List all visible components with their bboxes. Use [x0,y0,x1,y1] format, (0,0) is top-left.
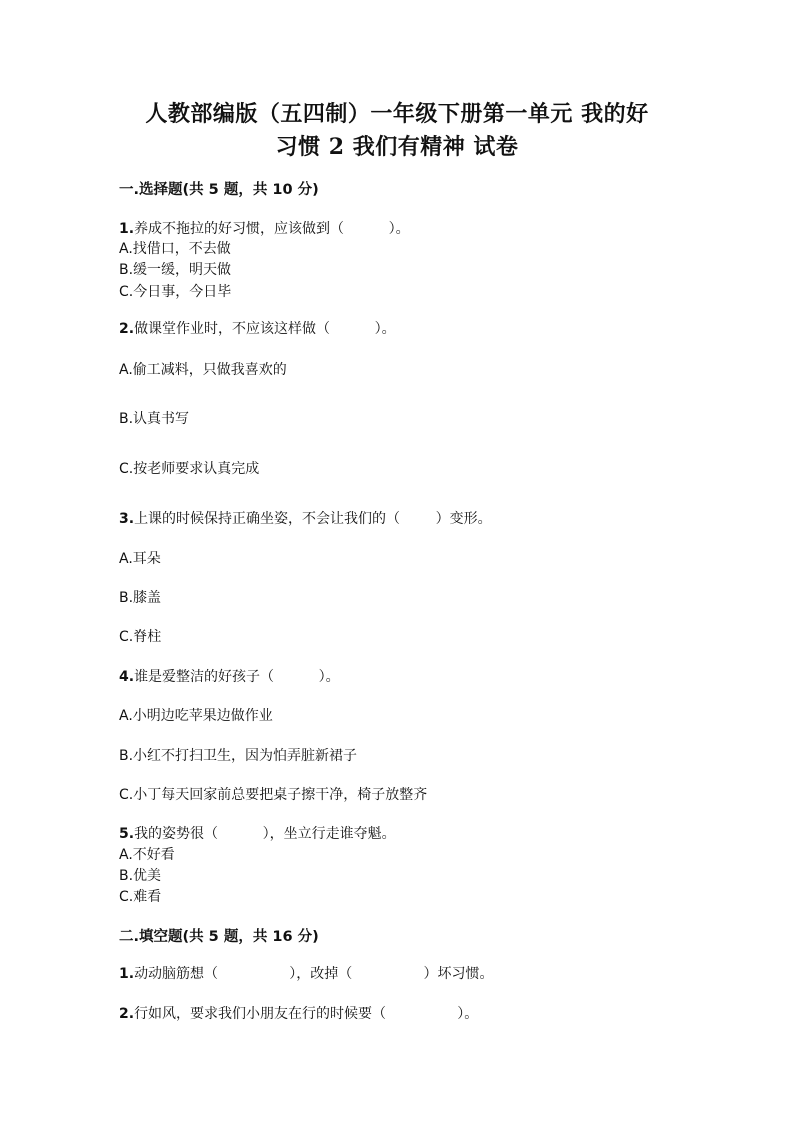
document-title-line-2: 习惯 2 我们有精神 试卷 [275,134,519,160]
question-number: 4. [119,669,135,685]
fill-question-2 [119,1003,478,1023]
question-4-option-b: B.小红不打扫卫生，因为怕弄脏新裙子 [119,748,358,764]
document-title-line-1: 人教部编版（五四制）一年级下册第一单元 我的好 [145,101,649,127]
question-2-option-a: A.偷工减料，只做我喜欢的 [119,362,287,378]
question-1-option-b: B.缓一缓，明天做 [119,262,232,278]
question-3-option-b: B.膝盖 [119,590,162,606]
question-5 [119,823,396,843]
question-4-option-c: C.小丁每天回家前总要把桌子擦干净，椅子放整齐 [119,787,428,803]
question-5-option-a: A.不好看 [119,847,175,863]
question-text: 谁是爱整洁的好孩子（ ）。 [134,669,340,685]
question-1-option-c: C.今日事，今日毕 [119,284,232,300]
question-1-option-a: A.找借口，不去做 [119,241,231,257]
question-3 [119,508,492,528]
question-text: 养成不拖拉的好习惯，应该做到（ ）。 [134,221,410,237]
question-3-option-c: C.脊柱 [119,629,162,645]
question-number: 2. [119,321,135,337]
question-text: 上课的时候保持正确坐姿，不会让我们的（ ）变形。 [134,511,492,527]
question-text: 行如风，要求我们小朋友在行的时候要（ ）。 [134,1006,479,1022]
question-number: 5. [119,826,135,842]
question-5-option-c: C.难看 [119,889,162,905]
question-1 [119,218,410,238]
fill-question-1 [119,963,493,983]
question-number: 2. [119,1006,135,1022]
question-4-option-a: A.小明边吃苹果边做作业 [119,708,273,724]
question-text: 做课堂作业时，不应该这样做（ ）。 [134,321,396,337]
question-4 [119,666,340,686]
question-2-option-c: C.按老师要求认真完成 [119,461,260,477]
question-5-option-b: B.优美 [119,868,162,884]
question-3-option-a: A.耳朵 [119,551,161,567]
section-heading-fill-in-blank: 二.填空题(共 5 题，共 16 分) [119,929,319,945]
question-number: 1. [119,221,135,237]
question-number: 3. [119,511,135,527]
question-2-option-b: B.认真书写 [119,411,190,427]
section-heading-multiple-choice: 一.选择题(共 5 题，共 10 分) [119,182,319,198]
question-text: 动动脑筋想（ ），改掉（ ）坏习惯。 [134,966,494,982]
question-2 [119,318,396,338]
question-number: 1. [119,966,135,982]
question-text: 我的姿势很（ ），坐立行走谁夺魁。 [134,826,396,842]
